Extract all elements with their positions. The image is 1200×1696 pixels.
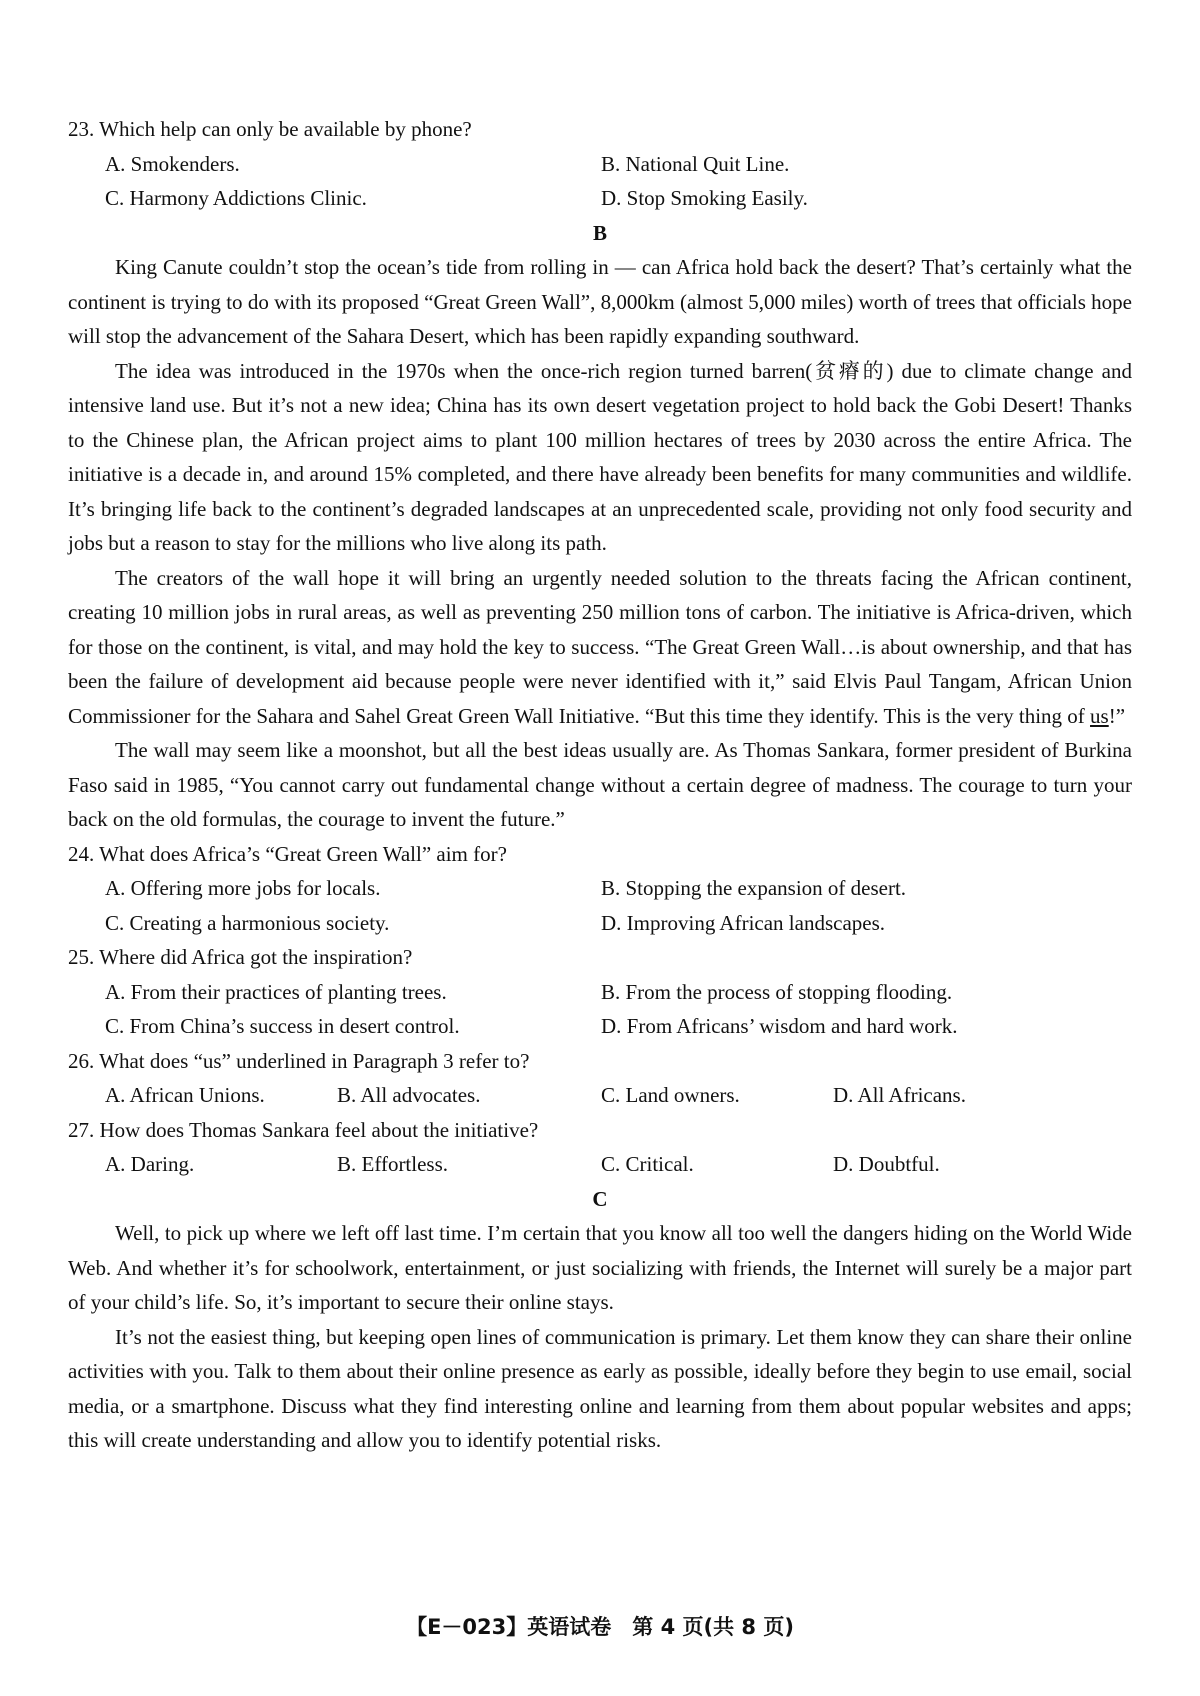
page-footer: 【E－023】英语试卷 第 4 页(共 8 页) [406, 1615, 794, 1639]
question-25-options-row1 [68, 975, 1132, 1010]
option-23-a: A. Smokenders. [105, 151, 240, 176]
question-26-options [68, 1078, 1132, 1113]
option-26-c: C. Land owners. [601, 1083, 740, 1107]
option-27-c: C. Critical. [601, 1152, 694, 1176]
paragraph-3-text: The creators of the wall hope it will bring an urgently needed solution to the threats facing the African continent, creating 10 million jobs in rural areas, as well as preventing 250 million tons of carbon. The initiative is Africa-driven, which for those on the continent, is vital, and may hold the key to success. “The Great Green Wall…is about ownership, and that has been the failure of development aid because people were never identified with it,” said Elvis Paul Tangam, African Union Commissioner for the Sahara and Sahel Great Green Wall Initiative. “But this time they identify. This is the very thing of [68, 565, 1132, 728]
section-b-paragraph-3 [68, 561, 1132, 734]
underlined-us: us [1090, 703, 1109, 728]
section-c-paragraph-1: Well, to pick up where we left off last time. I’m certain that you know all too well the dangers hiding on the World Wide Web. And whether it’s for schoolwork, entertainment, or just socializing with friends, the Internet will surely be a major part of your child’s life. So, it’s important to secure their online stays. [68, 1221, 1132, 1314]
question-27: 27. How does Thomas Sankara feel about the initiative? [68, 1117, 539, 1142]
option-23-c: C. Harmony Addictions Clinic. [105, 186, 367, 210]
question-23: 23. Which help can only be available by phone? [68, 117, 472, 141]
section-b-paragraph-1: King Canute couldn’t stop the ocean’s tide from rolling in — can Africa hold back the desert? That’s certainly what the continent is trying to do with its proposed “Great Green Wall”, 8,000km (almost 5,000 miles) worth of trees that officials hope will stop the advancement of the Sahara Desert, which has been rapidly expanding southward. [68, 255, 1132, 348]
option-25-b: B. From the process of stopping flooding. [601, 979, 953, 1004]
question-24-options-row2 [68, 906, 1132, 941]
question-25: 25. Where did Africa got the inspiration? [68, 945, 413, 969]
section-c-heading: C [592, 1186, 608, 1211]
option-23-d: D. Stop Smoking Easily. [601, 186, 808, 210]
question-23-options-row2 [68, 181, 1132, 216]
option-26-a: A. African Unions. [105, 1083, 265, 1107]
option-24-c: C. Creating a harmonious society. [105, 910, 390, 935]
option-24-b: B. Stopping the expansion of desert. [601, 876, 907, 900]
question-24-options-row1 [68, 871, 1132, 906]
section-b-heading: B [592, 220, 607, 245]
option-24-d: D. Improving African landscapes. [601, 910, 886, 935]
question-24: 24. What does Africa’s “Great Green Wall” aim for? [68, 841, 507, 866]
option-25-d: D. From Africans’ wisdom and hard work. [601, 1014, 958, 1038]
section-b-paragraph-4: The wall may seem like a moonshot, but all the best ideas usually are. As Thomas Sankara, former president of Burkina Faso said in 1985, “You cannot carry out fundamental change without a certain degree of madness. The courage to turn your back on the old formulas, the courage to invent the future.” [68, 738, 1132, 831]
section-b-paragraph-2: The idea was introduced in the 1970s when the once-rich region turned barren(贫瘠的) due to climate change and intensive land use. But it’s not a new idea; China has its own desert vegetation project to hold back the Gobi Desert! Thanks to the Chinese plan, the African project aims to plant 100 million hectares of trees by 2030 across the entire Africa. The initiative is a decade in, and around 15% completed, and there have already been benefits for many communities and wildlife. It’s bringing life back to the continent’s degraded landscapes at an unprecedented scale, providing not only food security and jobs but a reason to stay for the millions who live along its path. [68, 358, 1132, 555]
option-26-b: B. All advocates. [337, 1083, 481, 1107]
option-27-b: B. Effortless. [337, 1152, 449, 1176]
exam-page [68, 112, 1132, 1458]
option-24-a: A. Offering more jobs for locals. [105, 876, 381, 900]
option-25-a: A. From their practices of planting trees. [105, 979, 447, 1004]
question-27-options [68, 1147, 1132, 1182]
question-25-options-row2 [68, 1009, 1132, 1044]
option-26-d: D. All Africans. [833, 1083, 966, 1107]
question-23-options-row1 [68, 147, 1132, 182]
option-23-b: B. National Quit Line. [601, 151, 790, 176]
paragraph-3-end: !” [1108, 703, 1126, 728]
question-26: 26. What does “us” underlined in Paragraph 3 refer to? [68, 1048, 530, 1073]
section-c-paragraph-2: It’s not the easiest thing, but keeping open lines of communication is primary. Let them know they can share their online activities with you. Talk to them about their online presence as early as possible, ideally before they begin to use email, social media, or a smartphone. Discuss what they find interesting online and learning from them about popular websites and apps; this will create understanding and allow you to identify potential risks. [68, 1324, 1132, 1452]
option-25-c: C. From China’s success in desert control. [105, 1014, 460, 1038]
option-27-a: A. Daring. [105, 1152, 195, 1176]
option-27-d: D. Doubtful. [833, 1152, 940, 1176]
